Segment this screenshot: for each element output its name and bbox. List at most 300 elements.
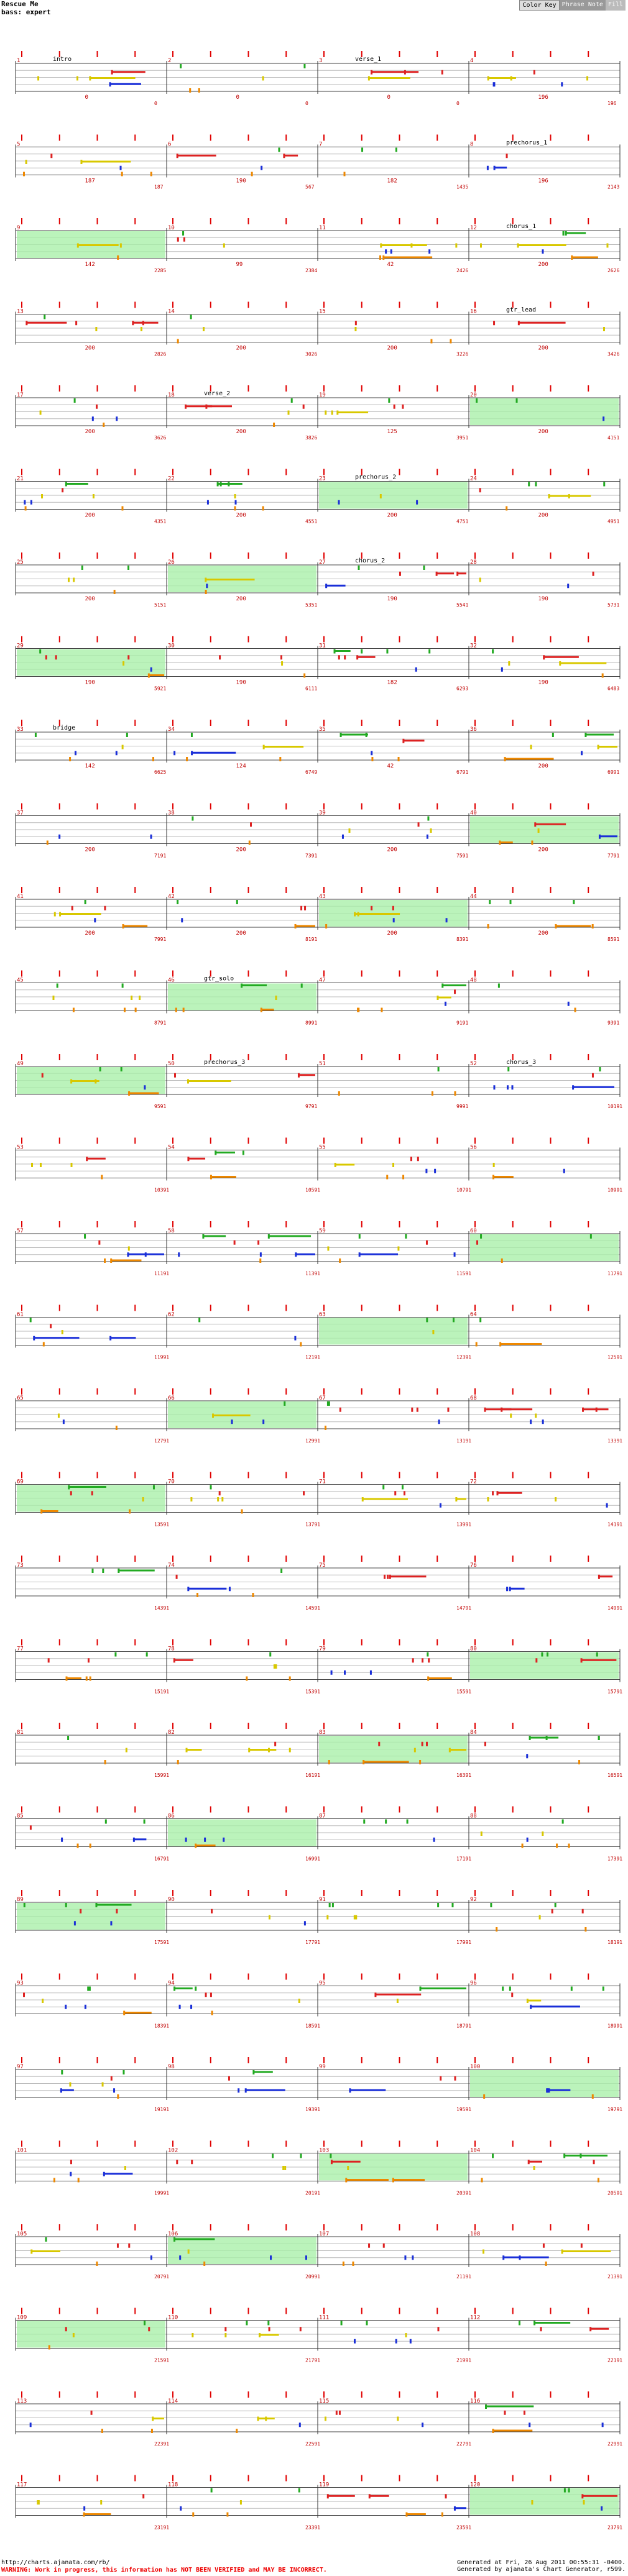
measure-score: 42 (387, 763, 394, 769)
note (456, 572, 458, 576)
cumulative-score: 6749 (305, 769, 318, 775)
cumulative-score: 9191 (456, 1020, 469, 1026)
note (148, 2327, 150, 2331)
measure-number: 76 (470, 1562, 477, 1569)
measure-score: 99 (236, 262, 243, 268)
note (234, 494, 236, 498)
measure-score: 200 (538, 930, 548, 937)
difficulty-label: bass: expert (1, 8, 51, 16)
measure-number: 98 (168, 2064, 175, 2070)
phrase-highlight (168, 2237, 316, 2264)
note (174, 1073, 176, 1078)
note (382, 1485, 384, 1490)
note (506, 506, 507, 511)
note (217, 1497, 219, 1501)
cumulative-score: 9791 (305, 1104, 318, 1109)
note (152, 2417, 154, 2421)
cumulative-score: 18391 (154, 2023, 170, 2029)
note (175, 1008, 177, 1012)
note (121, 172, 123, 176)
note (388, 398, 390, 403)
note (31, 1163, 33, 1167)
note (43, 1342, 45, 1347)
cumulative-score: 15791 (607, 1689, 623, 1695)
note (510, 1414, 512, 1418)
note (65, 2327, 67, 2331)
note (603, 482, 605, 487)
cumulative-score: 21591 (154, 2357, 170, 2363)
measure-number: 85 (17, 1813, 24, 1820)
cumulative-score: 11391 (305, 1271, 321, 1277)
note (492, 1175, 494, 1180)
note (405, 2333, 407, 2337)
note (72, 906, 73, 910)
note (451, 1903, 453, 1907)
note (85, 900, 86, 904)
cumulative-score: 21191 (456, 2274, 472, 2280)
note (450, 339, 451, 344)
measure-number: 70 (168, 1478, 175, 1485)
note (542, 249, 543, 254)
note (599, 1067, 601, 1071)
note (487, 166, 489, 170)
note (257, 1240, 259, 1245)
measure-number: 96 (470, 1980, 477, 1987)
note (122, 984, 124, 988)
measure-score: 200 (538, 763, 548, 769)
note (80, 160, 82, 164)
measure-number: 53 (17, 1144, 24, 1151)
note (441, 984, 443, 988)
measure-score: 200 (538, 429, 548, 435)
note (185, 405, 187, 409)
note (126, 733, 128, 737)
note (52, 996, 54, 1000)
note (441, 2513, 443, 2517)
cumulative-score: 2626 (607, 268, 620, 273)
measure-number: 83 (319, 1730, 326, 1736)
note (77, 244, 79, 248)
note (226, 2513, 228, 2517)
note (126, 1748, 127, 1753)
note (120, 166, 122, 170)
measure-number: 51 (319, 1061, 326, 1067)
note (564, 2488, 566, 2493)
note (96, 405, 98, 409)
note (344, 655, 346, 659)
cumulative-score: 15191 (154, 1689, 170, 1695)
cumulative-score: 3226 (456, 351, 469, 357)
cumulative-score: 22191 (607, 2357, 623, 2363)
note (390, 249, 392, 254)
note (476, 398, 478, 403)
cumulative-score: 20591 (607, 2190, 623, 2196)
note (433, 1838, 435, 1842)
note (279, 757, 281, 761)
note (240, 2500, 242, 2505)
note (492, 649, 494, 654)
note (241, 1510, 243, 1514)
note (95, 327, 97, 331)
phrase-highlight (17, 2321, 165, 2348)
note (455, 1497, 457, 1501)
note (328, 1760, 330, 1764)
note (380, 494, 382, 498)
measure-score: 0 (236, 94, 239, 101)
note (83, 2513, 85, 2517)
cumulative-score: 5351 (305, 602, 318, 608)
measure-number: 62 (168, 1311, 175, 1318)
note (249, 841, 251, 845)
measure-number: 38 (168, 810, 175, 817)
cumulative-score: 15591 (456, 1689, 472, 1695)
note (344, 172, 346, 176)
note (535, 1414, 537, 1418)
measure-number: 72 (470, 1478, 477, 1485)
note (479, 1318, 481, 1322)
note (303, 1491, 305, 1495)
note (602, 674, 604, 678)
note (504, 757, 506, 761)
cumulative-score: 9391 (607, 1020, 620, 1026)
cumulative-score: 19391 (305, 2107, 321, 2112)
note (445, 1002, 446, 1006)
measure-number: 45 (17, 977, 24, 984)
note (330, 2154, 331, 2158)
measure-score: 200 (387, 930, 397, 937)
note (103, 2172, 105, 2176)
note (385, 1820, 387, 1824)
note (454, 2506, 456, 2511)
note (303, 674, 305, 678)
cumulative-score: 18591 (305, 2023, 321, 2029)
note (552, 1909, 553, 1914)
cumulative-score: 8591 (607, 937, 620, 942)
note (563, 2154, 565, 2158)
note (454, 989, 456, 994)
note (543, 655, 545, 659)
note (116, 751, 118, 755)
section-name: bridge (53, 725, 76, 731)
note (404, 1491, 405, 1495)
cumulative-score: 16191 (305, 1772, 321, 1778)
measure-number: 58 (168, 1228, 175, 1234)
note (562, 1820, 564, 1824)
note (121, 1067, 122, 1071)
note (327, 1401, 329, 1406)
note (582, 1408, 584, 1412)
note (492, 2154, 494, 2158)
note (378, 1742, 380, 1746)
measure-score: 200 (387, 846, 397, 853)
note (117, 2244, 119, 2248)
note (583, 2500, 584, 2505)
cumulative-score: 22991 (607, 2441, 623, 2447)
note (69, 757, 71, 761)
note (578, 1760, 580, 1764)
note (177, 237, 179, 242)
note (120, 244, 122, 248)
section-name: chorus_3 (506, 1059, 537, 1066)
note (96, 2262, 98, 2266)
measure-number: 5 (17, 141, 21, 148)
note (586, 76, 588, 81)
note (394, 1491, 396, 1495)
note (603, 416, 604, 421)
note (211, 2011, 213, 2015)
note (568, 2488, 570, 2493)
cumulative-score: 14791 (456, 1605, 472, 1611)
note (30, 1825, 32, 1830)
note (481, 1831, 483, 1836)
note (224, 2333, 226, 2337)
note (91, 2411, 93, 2415)
note (555, 924, 556, 928)
measure-score: 200 (236, 429, 246, 435)
note (273, 423, 275, 427)
note (304, 906, 306, 910)
cumulative-score: 7991 (154, 937, 167, 942)
note (124, 1008, 126, 1012)
measure-number: 2 (168, 58, 172, 64)
note (538, 828, 540, 833)
note (191, 751, 193, 755)
measure-number: 42 (168, 894, 175, 900)
generator-name: Generated by ajanata's Chart Generator, r599. (457, 2566, 626, 2573)
note (301, 984, 303, 988)
cumulative-score: 567 (305, 184, 315, 190)
note (571, 1987, 573, 1991)
note (238, 2088, 239, 2092)
note (417, 1408, 418, 1412)
note (246, 1677, 247, 1681)
phrase-highlight (319, 1318, 468, 1345)
note (371, 751, 372, 755)
measure-score: 200 (387, 345, 397, 352)
note (219, 1491, 221, 1495)
note (298, 1073, 300, 1078)
note (219, 655, 221, 659)
cumulative-score: 22791 (456, 2441, 472, 2447)
cumulative-score: 5731 (607, 602, 620, 608)
measure-number: 4 (470, 58, 474, 64)
note (581, 2244, 583, 2248)
note (393, 918, 395, 922)
cumulative-score: 10391 (154, 1187, 170, 1193)
note (207, 500, 209, 505)
note (91, 1569, 93, 1573)
cumulative-score: 18991 (607, 2023, 623, 2029)
measure-score: 0 (85, 94, 88, 101)
note (217, 482, 219, 487)
measure-number: 34 (168, 727, 175, 733)
note (211, 1909, 213, 1914)
note (198, 88, 200, 93)
note (275, 1664, 277, 1669)
measure-number: 97 (17, 2064, 24, 2070)
note (428, 649, 430, 654)
cumulative-score: 16591 (607, 1772, 623, 1778)
measure-number: 77 (17, 1646, 24, 1652)
note (402, 1485, 404, 1490)
note (555, 1497, 556, 1501)
note (150, 835, 152, 839)
measure-score: 182 (387, 679, 397, 686)
measure-number: 69 (17, 1478, 24, 1485)
note (356, 655, 358, 659)
note (176, 2160, 178, 2164)
note (559, 661, 561, 666)
note (246, 2321, 247, 2326)
cumulative-score: 16391 (456, 1772, 472, 1778)
note (288, 411, 290, 415)
note (419, 1987, 421, 1991)
note (74, 398, 76, 403)
note (485, 2404, 487, 2409)
cumulative-score: 3626 (154, 435, 167, 441)
cumulative-score: 21391 (607, 2274, 623, 2280)
cumulative-score: 21991 (456, 2357, 472, 2363)
measure-number: 13 (17, 308, 24, 315)
cumulative-score: 10191 (607, 1104, 623, 1109)
note (339, 1258, 341, 1263)
note (211, 2488, 213, 2493)
note (236, 900, 238, 904)
note (517, 244, 519, 248)
note (423, 566, 425, 570)
note (114, 1652, 116, 1657)
note (326, 1915, 328, 1920)
note (325, 2417, 326, 2421)
note (48, 2345, 50, 2350)
note (358, 566, 360, 570)
note (341, 2321, 343, 2326)
measure-number: 40 (470, 810, 477, 817)
note (195, 1844, 196, 1848)
cumulative-score: 9591 (154, 1104, 167, 1109)
note (563, 1169, 565, 1173)
note (269, 1652, 271, 1657)
measure-score: 182 (387, 178, 397, 185)
note (30, 2422, 32, 2427)
note (422, 2422, 423, 2427)
note (438, 1067, 440, 1071)
note (131, 996, 132, 1000)
note (371, 70, 372, 75)
cumulative-score: 11191 (154, 1271, 170, 1277)
note (173, 751, 175, 755)
note (567, 584, 569, 588)
cumulative-score: 6991 (607, 769, 620, 775)
footer-url[interactable]: http://charts.ajanata.com/rb/ (1, 2559, 110, 2566)
note (33, 1336, 35, 1341)
note (177, 900, 178, 904)
note (50, 154, 52, 158)
note (153, 1485, 155, 1490)
note (331, 1671, 333, 1675)
note (289, 1748, 291, 1753)
measure-score: 196 (538, 178, 548, 185)
note (94, 918, 96, 922)
measure-score: 200 (538, 262, 548, 268)
note (280, 655, 282, 659)
note (191, 2160, 193, 2164)
note (533, 2166, 535, 2170)
note (182, 231, 184, 236)
measure-score: 190 (538, 596, 548, 602)
note (205, 405, 207, 409)
note (568, 1002, 570, 1006)
cumulative-score: 9991 (456, 1104, 469, 1109)
note (205, 590, 207, 594)
note (404, 2255, 406, 2260)
note (534, 822, 536, 827)
note (144, 1820, 145, 1824)
cumulative-score: 14991 (607, 1605, 623, 1611)
measure-number: 48 (470, 977, 477, 984)
note (426, 1742, 428, 1746)
cumulative-score: 16791 (154, 1856, 170, 1862)
note (487, 1497, 489, 1501)
note (75, 751, 76, 755)
note (88, 1658, 90, 1662)
note (573, 900, 575, 904)
note (533, 70, 535, 75)
cumulative-score: 196 (607, 101, 617, 106)
measure-number: 28 (470, 559, 477, 566)
measure-number: 37 (17, 810, 24, 817)
note (66, 1677, 68, 1681)
measure-score: 200 (538, 512, 548, 519)
note (565, 231, 567, 236)
note (504, 2411, 506, 2415)
note (117, 2094, 119, 2099)
measure-number: 68 (470, 1395, 477, 1401)
note (510, 76, 512, 81)
note (427, 1652, 428, 1657)
note (236, 2429, 238, 2433)
note (389, 1575, 391, 1579)
note (128, 2244, 130, 2248)
note (54, 912, 56, 917)
note (187, 1587, 189, 1591)
note (343, 2262, 344, 2266)
note (124, 2166, 126, 2170)
note (502, 1987, 504, 1991)
note (39, 649, 41, 654)
note (116, 416, 118, 421)
note (556, 1844, 558, 1848)
note (425, 1169, 427, 1173)
note (48, 1658, 50, 1662)
note (384, 1575, 386, 1579)
note (76, 76, 78, 81)
note (180, 2506, 182, 2511)
cumulative-score: 2384 (305, 268, 318, 273)
note (248, 1748, 250, 1753)
note (606, 244, 608, 248)
note (177, 339, 179, 344)
note (453, 1318, 455, 1322)
note (177, 1760, 179, 1764)
note (568, 1844, 570, 1848)
note (374, 1992, 376, 1997)
note (148, 674, 150, 678)
measure-number: 9 (17, 225, 21, 231)
measure-score: 200 (85, 429, 95, 435)
note (598, 1575, 600, 1579)
measure-score: 124 (236, 763, 246, 769)
